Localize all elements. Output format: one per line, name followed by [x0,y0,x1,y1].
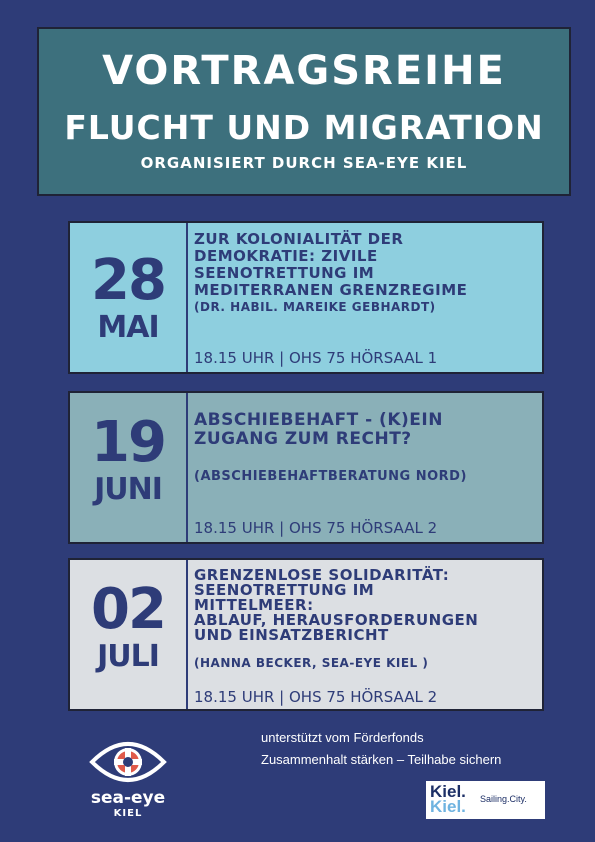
event-date [70,560,188,709]
event-location: 18.15 UHR | OHS 75 HÖRSAAL 2 [194,519,438,537]
event-speaker: (HANNA BECKER, SEA-EYE KIEL ) [194,656,429,670]
event-location: 18.15 UHR | OHS 75 HÖRSAAL 2 [194,688,438,706]
poster-title: VORTRAGSREIHE [102,48,506,94]
event-location: 18.15 UHR | OHS 75 HÖRSAAL 1 [194,349,438,367]
event-date [70,393,188,542]
event-month: JUNI [94,472,162,507]
event-card-2 [68,391,544,544]
kiel-slogan: Sailing.City. [480,794,527,804]
event-speaker: (DR. HABIL. MAREIKE GEBHARDT) [194,300,436,314]
event-day: 19 [91,410,165,475]
event-month: JULI [97,639,159,674]
event-card-3 [68,558,544,711]
kiel-wordmark-reflection: Kiel. [430,797,466,816]
event-speaker: (ABSCHIEBEHAFTBERATUNG NORD) [194,469,467,484]
kiel-sailing-city-logo [426,781,545,819]
event-title: ZUR KOLONIALITÄT DER DEMOKRATIE: ZIVILE SEENOTRETTUNG IM MEDITERRANEN GRENZREGIME [194,230,468,299]
event-day: 28 [91,248,165,313]
event-title: GRENZENLOSE SOLIDARITÄT: SEENOTRETTUNG IM MITTELMEER: ABLAUF, HERAUSFORDERUNGEN UND EINSATZBERICHT [194,566,479,644]
support-line-1: unterstützt vom Förderfonds [261,730,424,745]
event-info [194,568,536,671]
event-card-1 [68,221,544,374]
eye-lifebuoy-icon [88,728,168,786]
event-info [194,411,536,485]
support-text [261,727,501,771]
event-month: MAI [97,310,159,345]
sea-eye-city: KIEL [113,808,143,819]
event-day: 02 [91,577,165,642]
header-box [37,27,571,196]
sea-eye-name: sea-eye [90,788,166,808]
event-info [194,231,536,315]
event-title: ABSCHIEBEHAFT - (K)EIN ZUGANG ZUM RECHT? [194,410,443,449]
event-date [70,223,188,372]
organizer-line: ORGANISIERT DURCH SEA-EYE KIEL [140,154,468,172]
sea-eye-logo [88,728,168,823]
support-line-2: Zusammenhalt stärken – Teilhabe sichern [261,752,502,767]
poster-subtitle: FLUCHT UND MIGRATION [64,108,544,147]
kiel-wordmark: Kiel. [430,782,466,801]
